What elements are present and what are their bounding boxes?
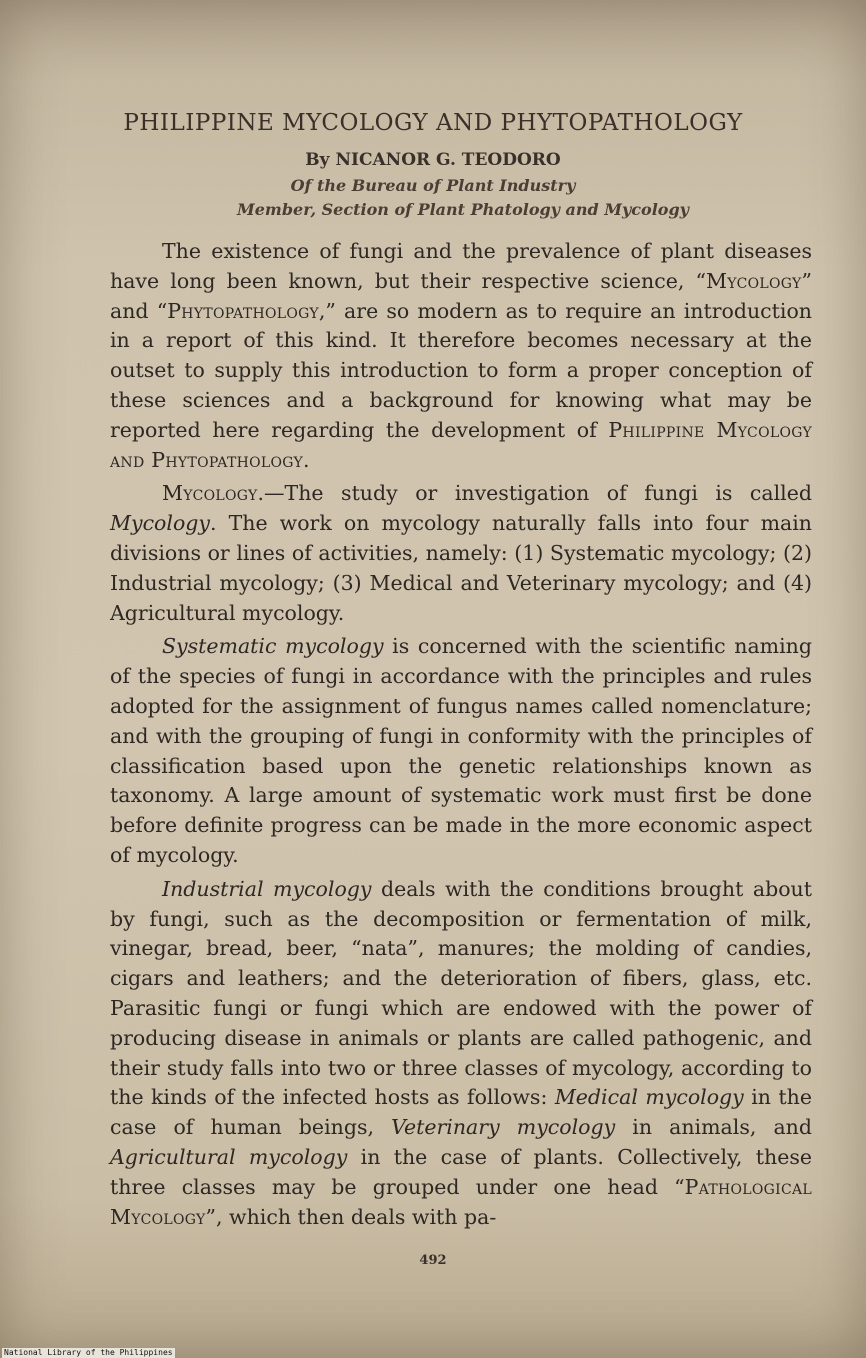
paragraph-mycology: Mycology.—The study or investigation of fungi is called Mycology. The work on mycology naturally falls into four main divisions or lines of activities, namely: (1) Systematic mycology; (2) Industrial mycology; (3) Medical and Veterinary mycology; and (4) Agricultural mycology. xyxy=(110,481,812,625)
page-number: 492 xyxy=(419,1253,447,1268)
author-affiliation: Of the Bureau of Plant Industry xyxy=(290,176,576,195)
article-body xyxy=(110,237,812,1232)
author-membership: Member, Section of Plant Phatology and Mycology xyxy=(237,200,689,219)
article-title: PHILIPPINE MYCOLOGY AND PHYTOPATHOLOGY xyxy=(123,110,743,136)
author-byline: By NICANOR G. TEODORO xyxy=(305,150,561,170)
paragraph-industrial-mycology: Industrial mycology deals with the conditions brought about by fungi, such as the decomposition or fermentation of milk, vinegar, bread, beer, “nata”, manures; the molding of candies, cigars and leathers; and the deterioration of fibers, glass, etc. Parasitic fungi or fungi which are endowed with the power of producing disease in animals or plants are called pathogenic, and their study falls into two or three classes of mycology, according to the kinds of the infected hosts as follows: Medical mycology in the case of human beings, Veterinary mycology in animals, and Agricultural mycology in the case of plants. Collectively, these three classes may be grouped under one head “Pathological Mycology”, which then deals with pa- xyxy=(110,876,812,1229)
library-watermark: National Library of the Philippines xyxy=(4,1348,173,1357)
paragraph-systematic-mycology: Systematic mycology is concerned with the scientific naming of the species of fungi in accordance with the principles and rules adopted for the assignment of fungus names called nomenclature; and with the grouping of fungi in conformity with the principles of classification based upon the genetic relationships known as taxonomy. A large amount of systematic work must first be done before definite progress can be made in the more economic aspect of mycology. xyxy=(110,634,812,867)
section-heading-mycology: Mycology xyxy=(162,481,258,506)
paragraph-introduction: The existence of fungi and the prevalence of plant diseases have long been known, but their respective science, “Mycology” and “Phytopathology,” are so modern as to require an introduction in a report of this kind. It therefore becomes necessary at the outset to supply this introduction to form a proper conception of these sciences and a background for knowing what may be reported here regarding the development of Philippine Mycology and Phytopathology. xyxy=(110,239,813,472)
